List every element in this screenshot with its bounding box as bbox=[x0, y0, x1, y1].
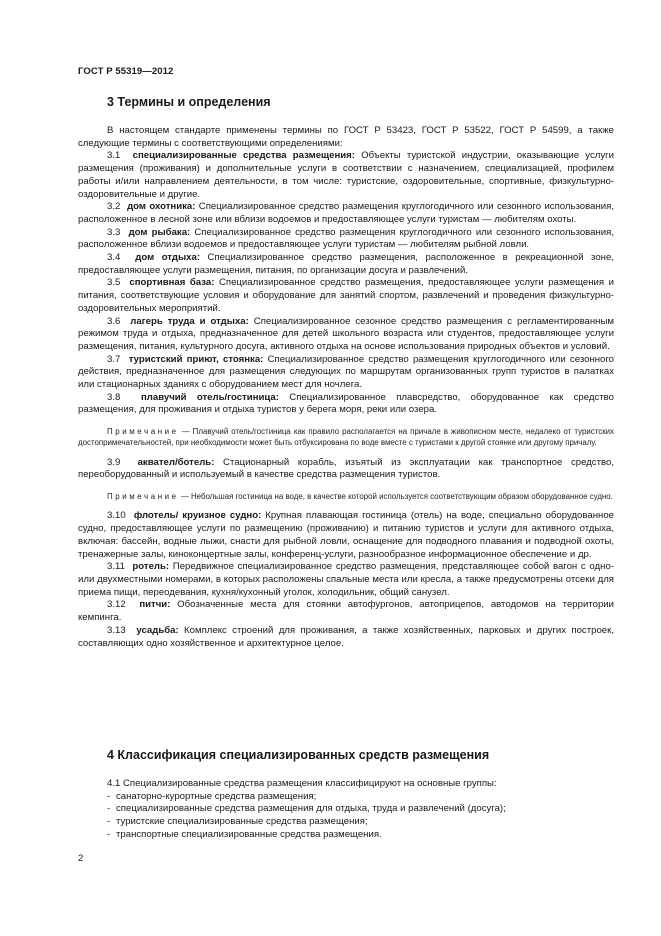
note-2: Примечание — Небольшая гостиница на воде, в качестве которой используется соответствующим образом оборудованное судно. bbox=[107, 492, 613, 502]
term-3-9: 3.9 аквател/ботель: Стационарный корабль, изъятый из эксплуатации как транспортное средство, переоборудованный и используемый в качестве средства размещения туристов. bbox=[78, 456, 614, 481]
term-3-8: 3.8 плавучий отель/гостиница: Специализированное плавсредство, оборудованное как средство размещения, для проживания и отдыха туристов у берега моря, реки или озера. bbox=[78, 391, 614, 416]
term-3-7: 3.7 туристский приют, стоянка: Специализированное средство размещения круглогодичного или сезонного действия, предназначенное для размещения следующих по маршрутам организованных групп туристов в палатках или стационарных зданиях с оборудованием мест для ночлега. bbox=[78, 353, 615, 391]
section-4-title: 4 Классификация специализированных средств размещения bbox=[107, 748, 490, 762]
section-3-body bbox=[78, 125, 614, 650]
term-3-10: 3.10 флотель/ круизное судно: Крупная плавающая гостиница (отель) на воде, специально оборудованное судно, предоставляющее услуги по размещению (проживанию) и питанию туристов и услуги для активного отдыха, включая: бассейн, водные лыжи, снасти для рыбной ловли, оснащение для подводного плавания и подводной охоты, тренажерные залы, киноконцертные залы, конференц-услуги, разнообразное информационное обеспечение и др. bbox=[78, 510, 614, 560]
list-item: - санаторно-курортные средства размещения; bbox=[78, 791, 614, 804]
note-label: Примечание bbox=[107, 427, 179, 437]
section-4-intro: 4.1 Специализированные средства размещения классифицируют на основные группы: bbox=[107, 778, 497, 789]
term-label: туристский приют, стоянка: bbox=[128, 353, 264, 365]
term-3-3: 3.3 дом рыбака: Специализированное средство размещения круглогодичного или сезонного использования, расположенное вблизи водоемов и предоставляющее услуги туристам — любителям рыбной ловли. bbox=[78, 226, 614, 251]
term-3-5: 3.5 спортивная база: Специализированное средство размещения, предоставляющее услуги размещения и питания, соответствующие условия и оборудование для занятий спортом, развлечений и проведения физкультурно-оздоровительных мероприятий. bbox=[78, 277, 614, 314]
term-3-2: 3.2 дом охотника: Специализированное средство размещения круглогодичного или сезонного использования, расположенное в лесной зоне или вблизи водоемов и предоставляющее услуги туристам — любителям охоты. bbox=[78, 201, 614, 225]
list-item: - туристские специализированные средства размещения; bbox=[78, 816, 614, 829]
term-label: спортивная база: bbox=[129, 277, 215, 289]
term-3-6: 3.6 лагерь труда и отдыха: Специализированное сезонное средство размещения с регламентированным режимом труда и отдыха, предназначенное для детей школьного возраста или студентов, предоставляющее услуги размещения, питания, культурного досуга, активного отдыха на основе использования природных объектов и условий. bbox=[78, 315, 614, 352]
term-label: специализированные средства размещения: bbox=[132, 150, 355, 162]
term-label: аквател/ботель: bbox=[137, 456, 215, 468]
page-number: 2 bbox=[78, 853, 84, 864]
term-label: дом отдыха: bbox=[135, 252, 201, 264]
section-3-title: 3 Термины и определения bbox=[107, 95, 271, 109]
term-label: дом рыбака: bbox=[128, 226, 191, 238]
standard-header: ГОСТ Р 55319—2012 bbox=[78, 66, 174, 77]
term-label: лагерь труда и отдыха: bbox=[130, 315, 249, 327]
term-label: питчи: bbox=[139, 599, 171, 611]
list-item: - транспортные специализированные средства размещения. bbox=[78, 829, 614, 842]
term-3-13: 3.13 усадьба: Комплекс строений для проживания, а также хозяйственных, парковых и других построек, составляющих одно хозяйственное и архитектурное целое. bbox=[78, 624, 614, 649]
term-label: флотель/ круизное судно: bbox=[133, 510, 262, 522]
note-label: Примечание bbox=[107, 492, 179, 502]
term-3-4: 3.4 дом отдыха: Специализированное средство размещения, расположенное в рекреационной зоне, предоставляющее услуги размещения, питания, по организации досуга и развлечений. bbox=[78, 252, 614, 276]
term-3-12: 3.12 питчи: Обозначенные места для стоянки автофургонов, автоприцепов, автодомов на территории кемпинга. bbox=[78, 599, 614, 624]
term-label: ротель: bbox=[132, 561, 170, 573]
term-3-11: 3.11 ротель: Передвижное специализированное средство размещения, представляющее собой вагон с одно- или двухместными номерами, в которых расположены спальные места или кресла, а также предусмотрены отсеки для приема пищи, переодевания, кухня/кухонный уголок, холодильник, общий санузел. bbox=[78, 561, 614, 598]
term-3-1: 3.1 специализированные средства размещения: Объекты туристской индустрии, оказывающие услуги размещения (проживания) и дополнительные услуги в соответствии с назначением, специализацией, профилем работы и/или направлением деятельности, в том числе: туристские, оздоровительные, спортивные, физкультурно-оздоровительные и другие. bbox=[78, 150, 614, 200]
classification-list bbox=[78, 791, 614, 842]
term-label: плавучий отель/гостиница: bbox=[140, 391, 279, 403]
term-label: дом охотника: bbox=[127, 201, 196, 213]
term-label: усадьба: bbox=[136, 624, 179, 636]
section-3-intro: В настоящем стандарте применены термины по ГОСТ Р 53423, ГОСТ Р 53522, ГОСТ Р 54599, а также следующие термины с соответствующими определениями: bbox=[78, 125, 614, 149]
section-4-body bbox=[78, 778, 614, 842]
list-item: - специализированные средства размещения для отдыха, труда и развлечений (досуга); bbox=[78, 803, 614, 816]
note-1: Примечание — Плавучий отель/гостиница как правило располагается на причале в живописном месте, недалеко от туристских достопримечательностей, при необходимости может быть отбуксирована по воде вместе с туристами к другой стоянке или другому причалу. bbox=[78, 427, 614, 448]
